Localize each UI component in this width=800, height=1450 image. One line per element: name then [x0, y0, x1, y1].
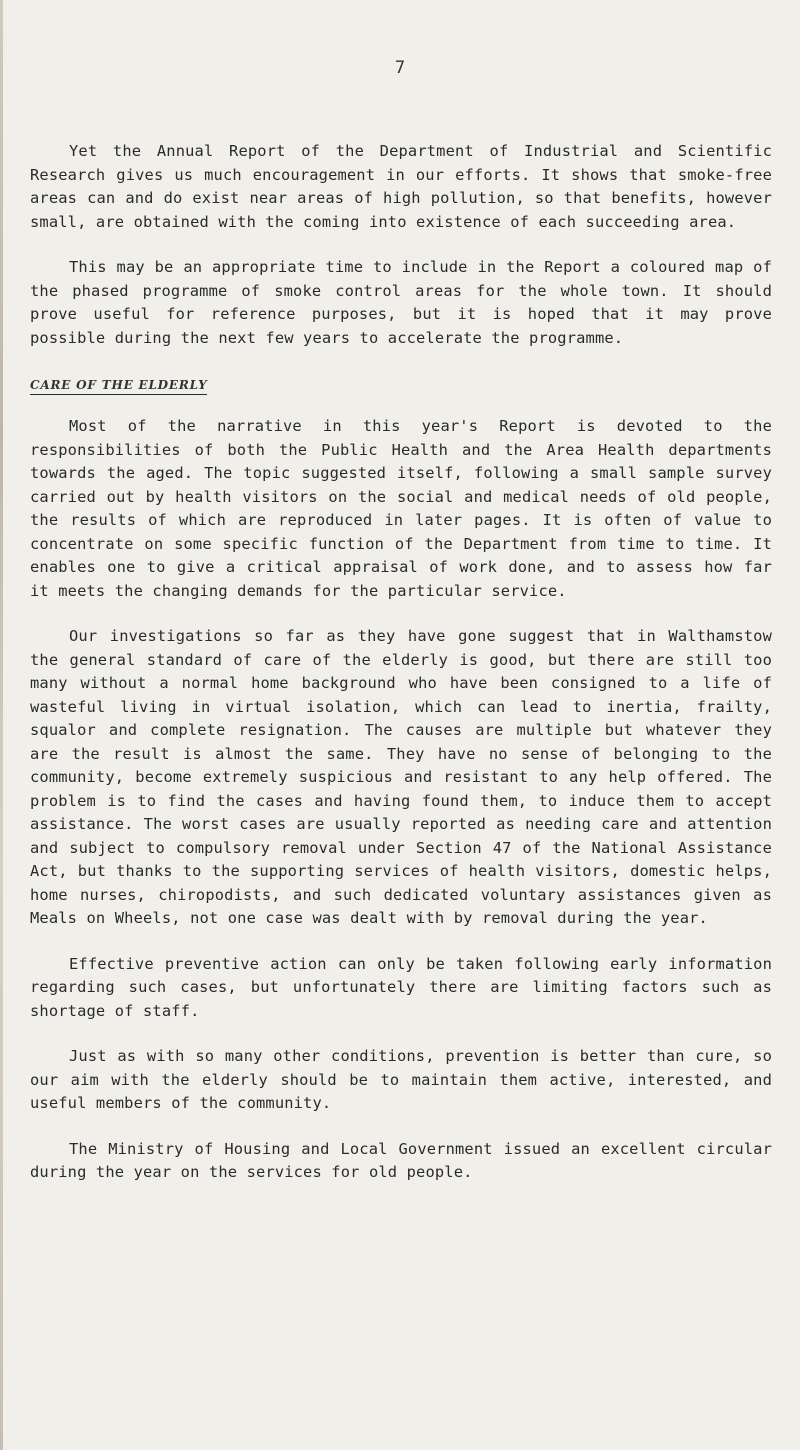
section-heading: CARE OF THE ELDERLY [30, 378, 207, 395]
document-body [30, 140, 772, 1207]
paragraph-narrative-aged: Most of the narrative in this year's Report is devoted to the responsibilities of both the Public Health and the Area Health departments towards the aged. The topic suggested itself, following a small sample survey carried out by health visitors on the social and medical needs of old people, the results of which are reproduced in later pages. It is often of value to concentrate on some specific function of the Department from time to time. It enables one to give a critical appraisal of work done, and to assess how far it meets the changing demands for the particular service. [30, 417, 772, 600]
paragraph-prevention-cure: Just as with so many other conditions, prevention is better than cure, so our aim with the elderly should be to maintain them active, interested, and useful members of the community. [30, 1047, 772, 1112]
paragraph-investigations: Our investigations so far as they have gone suggest that in Walthamstow the general standard of care of the elderly is good, but there are still too many without a normal home background who have been consigned to a life of wasteful living in virtual isolation, which can lead to inertia, frailty, squalor and complete resignation. The causes are multiple but whatever they are the result is almost the same. They have no sense of belonging to the community, become extremely suspicious and resistant to any help offered. The problem is to find the cases and having found them, to induce them to accept assistance. The worst cases are usually reported as needing care and attention and subject to compulsory removal under Section 47 of the National Assistance Act, but thanks to the supporting services of health visitors, domestic helps, home nurses, chiropodists, and such dedicated voluntary assistances given as Meals on Wheels, not one case was dealt with by removal during the year. [30, 627, 772, 927]
paragraph-smoke-control-map: This may be an appropriate time to include in the Report a coloured map of the phased programme of smoke control areas for the whole town. It should prove useful for reference purposes, but it is hoped that it may prove possible during the next few years to accelerate the programme. [30, 258, 772, 347]
page-edge-shadow [0, 0, 3, 1450]
paragraph-ministry-circular: The Ministry of Housing and Local Government issued an excellent circular during the year on the services for old people. [30, 1139, 772, 1181]
paragraph-dsir-report: Yet the Annual Report of the Department of Industrial and Scientific Research gives us much encouragement in our efforts. It shows that smoke-free areas can and do exist near areas of high pollution, so that benefits, however small, are obtained with the coming into existence of each succeeding area. [30, 142, 772, 231]
paragraph-preventive-action: Effective preventive action can only be taken following early information regarding such cases, but unfortunately there are limiting factors such as shortage of staff. [30, 954, 772, 1020]
page-number: 7 [394, 58, 406, 78]
